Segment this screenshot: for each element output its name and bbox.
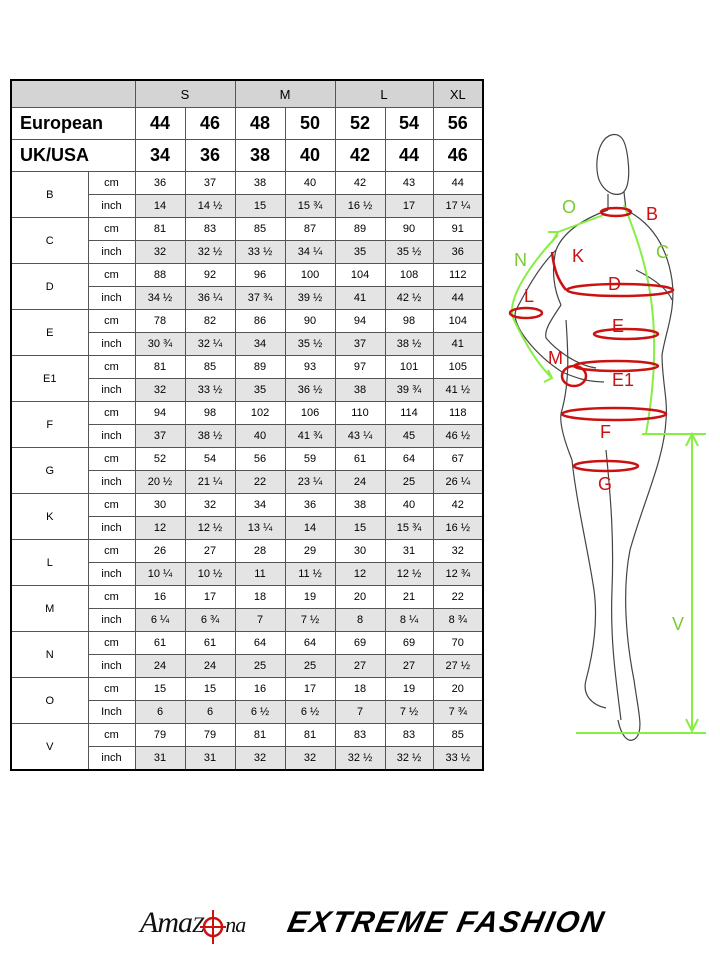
figure-label-e1: E1: [612, 370, 635, 390]
cm-value: 102: [235, 402, 285, 425]
cm-value: 32: [185, 494, 235, 517]
measurement-cm-row: [11, 494, 483, 517]
inch-value: 31: [185, 747, 235, 771]
cm-value: 64: [235, 632, 285, 655]
inch-value: 41: [433, 333, 483, 356]
inch-value: 43 ¼: [335, 425, 385, 448]
cm-value: 22: [433, 586, 483, 609]
cm-value: 81: [135, 356, 185, 379]
unit-inch: inch: [88, 563, 135, 586]
unit-cm: cm: [88, 402, 135, 425]
measurement-cm-row: [11, 724, 483, 747]
cm-value: 88: [135, 264, 185, 287]
measurement-rings: [510, 208, 673, 471]
inch-value: 41 ¾: [285, 425, 335, 448]
cm-value: 64: [385, 448, 433, 471]
cm-value: 69: [385, 632, 433, 655]
brand-part-3: na: [225, 912, 246, 937]
inch-value: 38: [335, 379, 385, 402]
inch-value: 6 ¾: [185, 609, 235, 632]
inch-value: 34 ¼: [285, 241, 335, 264]
inch-value: 35: [235, 379, 285, 402]
figure-label-b: B: [646, 204, 659, 224]
inch-value: 32: [285, 747, 335, 771]
cm-value: 87: [285, 218, 335, 241]
inch-value: 16 ½: [335, 195, 385, 218]
cm-value: 97: [335, 356, 385, 379]
ukusa-size: 36: [185, 140, 235, 172]
cm-value: 93: [285, 356, 335, 379]
unit-inch: inch: [88, 379, 135, 402]
measurement-letter: C: [11, 218, 88, 264]
inch-value: 7: [335, 701, 385, 724]
inch-value: 15: [335, 517, 385, 540]
cm-value: 54: [185, 448, 235, 471]
unit-inch: inch: [88, 471, 135, 494]
mannequin-outline: [515, 134, 673, 740]
inch-value: 36 ¼: [185, 287, 235, 310]
inch-value: 37: [335, 333, 385, 356]
inch-value: 23 ¼: [285, 471, 335, 494]
ukusa-size: 44: [385, 140, 433, 172]
european-size: 48: [235, 108, 285, 140]
cm-value: 61: [135, 632, 185, 655]
cm-value: 114: [385, 402, 433, 425]
inch-value: 39 ¾: [385, 379, 433, 402]
unit-cm: cm: [88, 494, 135, 517]
cm-value: 59: [285, 448, 335, 471]
inch-value: 15 ¾: [385, 517, 433, 540]
size-group-header: L: [335, 80, 433, 108]
measurement-letter: E1: [11, 356, 88, 402]
measurement-cm-row: [11, 586, 483, 609]
front-length-line: [624, 205, 654, 434]
inch-value: 32 ½: [335, 747, 385, 771]
measurement-letter: K: [11, 494, 88, 540]
measurement-cm-row: [11, 264, 483, 287]
cm-value: 86: [235, 310, 285, 333]
inch-value: 13 ¼: [235, 517, 285, 540]
cm-value: 37: [185, 172, 235, 195]
inch-value: 41: [335, 287, 385, 310]
measurement-cm-row: [11, 218, 483, 241]
cm-value: 30: [335, 540, 385, 563]
inch-value: 22: [235, 471, 285, 494]
measurement-letter: B: [11, 172, 88, 218]
unit-inch: inch: [88, 517, 135, 540]
european-label: European: [11, 108, 135, 140]
cm-value: 79: [135, 724, 185, 747]
inch-value: 35 ½: [385, 241, 433, 264]
cm-value: 42: [433, 494, 483, 517]
thigh-ring: [574, 461, 638, 471]
inch-value: 12: [135, 517, 185, 540]
cm-value: 40: [285, 172, 335, 195]
inch-value: 14 ½: [185, 195, 235, 218]
cm-value: 38: [235, 172, 285, 195]
measurement-letter: O: [11, 678, 88, 724]
unit-inch: inch: [88, 747, 135, 771]
inch-value: 34 ½: [135, 287, 185, 310]
cm-value: 83: [385, 724, 433, 747]
cm-value: 104: [433, 310, 483, 333]
inch-value: 7 ½: [285, 609, 335, 632]
corner-cell: [11, 80, 135, 108]
inch-value: 16 ½: [433, 517, 483, 540]
inch-value: 6: [135, 701, 185, 724]
cm-value: 78: [135, 310, 185, 333]
brand-footer: [0, 890, 720, 960]
cm-value: 32: [433, 540, 483, 563]
inch-value: 31: [135, 747, 185, 771]
measurement-letter: F: [11, 402, 88, 448]
inch-value: 36: [433, 241, 483, 264]
measurement-cm-row: [11, 310, 483, 333]
unit-inch: inch: [88, 425, 135, 448]
cm-value: 70: [433, 632, 483, 655]
unit-cm: cm: [88, 448, 135, 471]
ukusa-label: UK/USA: [11, 140, 135, 172]
unit-cm: cm: [88, 356, 135, 379]
unit-inch: inch: [88, 195, 135, 218]
inch-value: 14: [285, 517, 335, 540]
cm-value: 20: [433, 678, 483, 701]
cm-value: 19: [285, 586, 335, 609]
body-measurement-figure: [496, 120, 716, 760]
cm-value: 98: [385, 310, 433, 333]
cm-value: 94: [135, 402, 185, 425]
unit-cm: cm: [88, 724, 135, 747]
inch-value: 17 ¼: [433, 195, 483, 218]
cm-value: 15: [185, 678, 235, 701]
cm-value: 29: [285, 540, 335, 563]
figure-label-o: O: [562, 197, 577, 217]
inch-value: 11 ½: [285, 563, 335, 586]
inch-value: 32: [235, 747, 285, 771]
cm-value: 112: [433, 264, 483, 287]
cm-value: 28: [235, 540, 285, 563]
measurement-cm-row: [11, 448, 483, 471]
inch-value: 37 ¾: [235, 287, 285, 310]
cm-value: 108: [385, 264, 433, 287]
cm-value: 16: [235, 678, 285, 701]
cm-value: 81: [135, 218, 185, 241]
cm-value: 94: [335, 310, 385, 333]
cm-value: 79: [185, 724, 235, 747]
figure-label-d: D: [608, 274, 621, 294]
cm-value: 17: [185, 586, 235, 609]
brand-tagline: EXTREME FASHION: [284, 906, 609, 939]
figure-label-g: G: [598, 474, 613, 494]
inch-value: 8: [335, 609, 385, 632]
european-size: 50: [285, 108, 335, 140]
cm-value: 101: [385, 356, 433, 379]
inch-value: 41 ½: [433, 379, 483, 402]
cm-value: 30: [135, 494, 185, 517]
cm-value: 18: [335, 678, 385, 701]
cm-value: 43: [385, 172, 433, 195]
inch-value: 36 ½: [285, 379, 335, 402]
measurement-letter: E: [11, 310, 88, 356]
cm-value: 40: [385, 494, 433, 517]
cm-value: 96: [235, 264, 285, 287]
inch-value: 32 ¼: [185, 333, 235, 356]
measurement-cm-row: [11, 678, 483, 701]
cm-value: 90: [285, 310, 335, 333]
inch-value: 42 ½: [385, 287, 433, 310]
inch-value: 6: [185, 701, 235, 724]
inch-value: 24: [335, 471, 385, 494]
measurement-letter: M: [11, 586, 88, 632]
cm-value: 98: [185, 402, 235, 425]
figure-label-l: L: [524, 286, 535, 306]
size-group-header: XL: [433, 80, 483, 108]
unit-inch: Inch: [88, 701, 135, 724]
cm-value: 19: [385, 678, 433, 701]
cm-value: 90: [385, 218, 433, 241]
figure-label-n: N: [514, 250, 527, 270]
ukusa-size-row: [11, 140, 483, 172]
inch-value: 24: [185, 655, 235, 678]
unit-cm: cm: [88, 172, 135, 195]
inch-value: 15 ¾: [285, 195, 335, 218]
cm-value: 69: [335, 632, 385, 655]
inch-value: 35: [335, 241, 385, 264]
figure-label-c: C: [656, 242, 669, 262]
inch-value: 33 ½: [433, 747, 483, 771]
brand-part-2: Z: [192, 912, 204, 937]
figure-label-e: E: [612, 316, 625, 336]
inch-value: 25: [235, 655, 285, 678]
cm-value: 27: [185, 540, 235, 563]
unit-cm: cm: [88, 678, 135, 701]
unit-inch: inch: [88, 609, 135, 632]
ukusa-size: 46: [433, 140, 483, 172]
ukusa-size: 42: [335, 140, 385, 172]
cm-value: 20: [335, 586, 385, 609]
cm-value: 83: [335, 724, 385, 747]
cm-value: 15: [135, 678, 185, 701]
cm-value: 67: [433, 448, 483, 471]
unit-cm: cm: [88, 540, 135, 563]
cm-value: 81: [235, 724, 285, 747]
cm-value: 91: [433, 218, 483, 241]
measurement-labels: [514, 197, 684, 634]
cm-value: 56: [235, 448, 285, 471]
unit-inch: inch: [88, 333, 135, 356]
european-size: 44: [135, 108, 185, 140]
cm-value: 81: [285, 724, 335, 747]
inch-value: 38 ½: [185, 425, 235, 448]
unit-inch: inch: [88, 655, 135, 678]
cm-value: 42: [335, 172, 385, 195]
size-chart-table: [10, 79, 484, 771]
inch-value: 6 ½: [235, 701, 285, 724]
cm-value: 85: [235, 218, 285, 241]
cm-value: 61: [335, 448, 385, 471]
cm-value: 104: [335, 264, 385, 287]
european-size-row: [11, 108, 483, 140]
inch-value: 30 ¾: [135, 333, 185, 356]
inch-value: 15: [235, 195, 285, 218]
measurement-letter: D: [11, 264, 88, 310]
brand-part-1: Ama: [140, 906, 192, 939]
cm-value: 36: [135, 172, 185, 195]
inch-value: 37: [135, 425, 185, 448]
measurement-cm-row: [11, 172, 483, 195]
unit-inch: inch: [88, 241, 135, 264]
measurement-letter: N: [11, 632, 88, 678]
inch-value: 27: [335, 655, 385, 678]
cm-value: 21: [385, 586, 433, 609]
measurement-letter: V: [11, 724, 88, 771]
unit-cm: cm: [88, 310, 135, 333]
figure-label-v: V: [672, 614, 685, 634]
brand-logo: [140, 906, 245, 940]
inch-value: 25: [385, 471, 433, 494]
european-size: 52: [335, 108, 385, 140]
cm-value: 44: [433, 172, 483, 195]
inch-value: 27: [385, 655, 433, 678]
inch-value: 8 ¾: [433, 609, 483, 632]
cm-value: 105: [433, 356, 483, 379]
cm-value: 83: [185, 218, 235, 241]
inch-value: 38 ½: [385, 333, 433, 356]
cm-value: 31: [385, 540, 433, 563]
cm-value: 64: [285, 632, 335, 655]
inch-value: 33 ½: [235, 241, 285, 264]
cm-value: 61: [185, 632, 235, 655]
measurement-cm-row: [11, 632, 483, 655]
cm-value: 82: [185, 310, 235, 333]
european-size: 54: [385, 108, 433, 140]
ukusa-size: 40: [285, 140, 335, 172]
cm-value: 106: [285, 402, 335, 425]
inch-value: 32: [135, 241, 185, 264]
inch-value: 7 ¾: [433, 701, 483, 724]
inch-value: 12 ½: [185, 517, 235, 540]
inch-value: 27 ½: [433, 655, 483, 678]
unit-cm: cm: [88, 632, 135, 655]
inch-value: 10 ½: [185, 563, 235, 586]
cm-value: 118: [433, 402, 483, 425]
cm-value: 110: [335, 402, 385, 425]
cm-value: 52: [135, 448, 185, 471]
inch-value: 26 ¼: [433, 471, 483, 494]
inch-value: 45: [385, 425, 433, 448]
inch-value: 32 ½: [185, 241, 235, 264]
inch-value: 17: [385, 195, 433, 218]
inch-value: 7: [235, 609, 285, 632]
cm-value: 16: [135, 586, 185, 609]
cm-value: 36: [285, 494, 335, 517]
inch-value: 32 ½: [385, 747, 433, 771]
inch-value: 11: [235, 563, 285, 586]
inch-value: 12 ½: [385, 563, 433, 586]
inch-value: 39 ½: [285, 287, 335, 310]
ukusa-size: 38: [235, 140, 285, 172]
underbust-ring: [594, 329, 658, 339]
inch-value: 8 ¼: [385, 609, 433, 632]
unit-cm: cm: [88, 586, 135, 609]
cm-value: 26: [135, 540, 185, 563]
european-size: 56: [433, 108, 483, 140]
crosshair-icon: [200, 910, 226, 944]
cm-value: 92: [185, 264, 235, 287]
size-group-row: [11, 80, 483, 108]
inch-value: 33 ½: [185, 379, 235, 402]
inch-value: 6 ½: [285, 701, 335, 724]
inch-value: 12: [335, 563, 385, 586]
unit-cm: cm: [88, 218, 135, 241]
cm-value: 85: [433, 724, 483, 747]
ukusa-size: 34: [135, 140, 185, 172]
cm-value: 38: [335, 494, 385, 517]
cm-value: 18: [235, 586, 285, 609]
european-size: 46: [185, 108, 235, 140]
unit-cm: cm: [88, 264, 135, 287]
inch-value: 34: [235, 333, 285, 356]
inch-value: 21 ¼: [185, 471, 235, 494]
cm-value: 100: [285, 264, 335, 287]
measurement-cm-row: [11, 540, 483, 563]
size-group-header: M: [235, 80, 335, 108]
hip-ring: [562, 408, 666, 420]
size-group-header: S: [135, 80, 235, 108]
inch-value: 24: [135, 655, 185, 678]
inch-value: 12 ¾: [433, 563, 483, 586]
cm-value: 34: [235, 494, 285, 517]
figure-label-k: K: [572, 246, 585, 266]
cm-value: 85: [185, 356, 235, 379]
figure-label-f: F: [600, 422, 611, 442]
measurement-cm-row: [11, 356, 483, 379]
unit-inch: inch: [88, 287, 135, 310]
inch-value: 10 ¼: [135, 563, 185, 586]
inch-value: 35 ½: [285, 333, 335, 356]
inch-value: 20 ½: [135, 471, 185, 494]
measurement-letter: L: [11, 540, 88, 586]
inch-value: 6 ¼: [135, 609, 185, 632]
inch-value: 25: [285, 655, 335, 678]
inch-value: 44: [433, 287, 483, 310]
inch-value: 32: [135, 379, 185, 402]
inch-value: 46 ½: [433, 425, 483, 448]
cm-value: 89: [335, 218, 385, 241]
figure-label-m: M: [548, 348, 563, 368]
cm-value: 17: [285, 678, 335, 701]
inch-value: 7 ½: [385, 701, 433, 724]
measurement-cm-row: [11, 402, 483, 425]
cm-value: 89: [235, 356, 285, 379]
inch-value: 40: [235, 425, 285, 448]
measurement-letter: G: [11, 448, 88, 494]
inch-value: 14: [135, 195, 185, 218]
